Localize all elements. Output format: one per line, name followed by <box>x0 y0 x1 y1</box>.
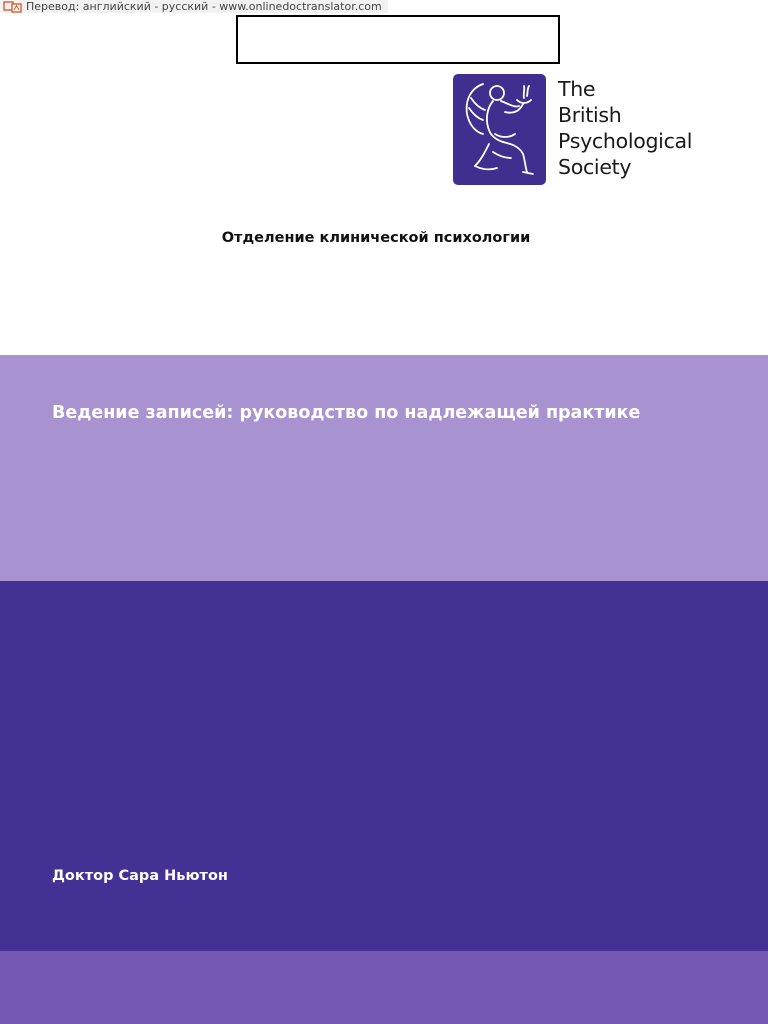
translator-banner-text: Перевод: английский - русский - www.onlinedoctranslator.com <box>26 0 382 13</box>
wordmark-line: Psychological <box>558 129 693 153</box>
wordmark-line: Society <box>558 155 632 179</box>
bps-wordmark <box>558 76 692 180</box>
author-name: Доктор Сара Ньютон <box>52 868 228 884</box>
division-name: Отделение клинической психологии <box>221 230 531 246</box>
wordmark-line: The <box>558 77 596 101</box>
title-band <box>0 355 768 581</box>
document-title: Ведение записей: руководство по надлежащей практике <box>52 403 641 423</box>
wordmark-line: British <box>558 103 622 127</box>
author-band <box>0 581 768 951</box>
empty-header-box <box>236 15 560 64</box>
translate-icon <box>3 1 23 13</box>
bps-logo <box>453 74 546 185</box>
footer-band <box>0 951 768 1024</box>
translator-banner[interactable] <box>0 0 388 13</box>
bps-emblem-icon <box>453 74 546 185</box>
